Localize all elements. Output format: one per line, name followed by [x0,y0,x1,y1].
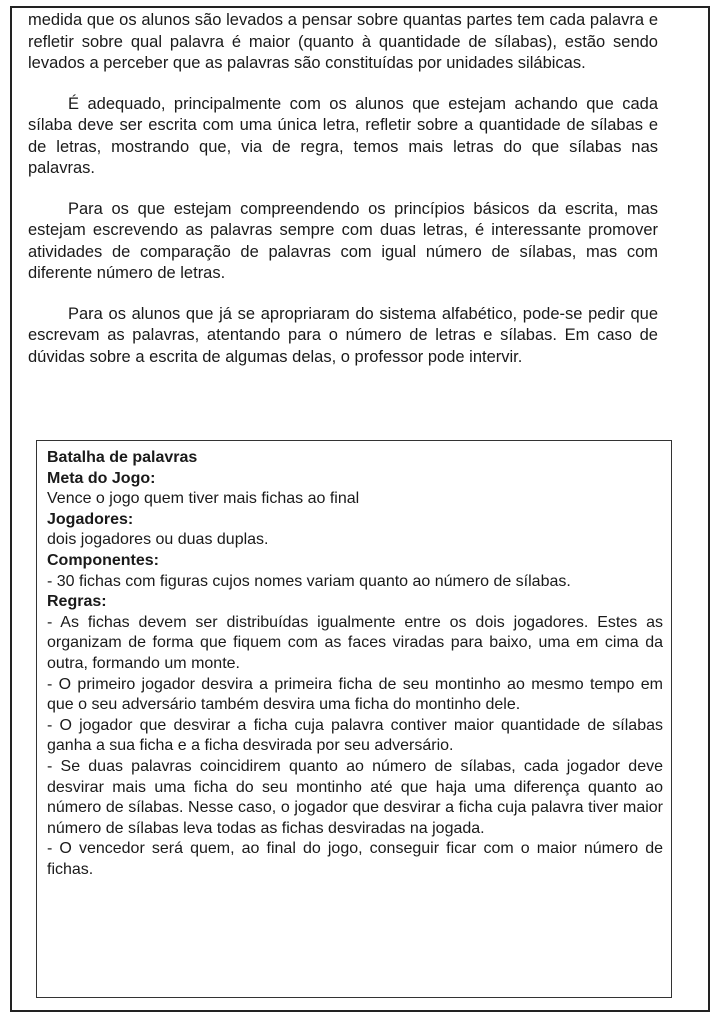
paragraph-4: Para os alunos que já se apropriaram do sistema alfabético, pode-se pedir que escrevam as palavras, atentando para o número de letras e sílabas. Em caso de dúvidas sobre a escrita de algumas delas, o professor pode intervir. [28,304,658,366]
game-rules-box [36,440,672,998]
rule-item: - O vencedor será quem, ao final do jogo, conseguir ficar com o maior número de fichas. [47,840,663,878]
players-text: dois jogadores ou duas duplas. [47,531,269,549]
rule-item: - O jogador que desvirar a ficha cuja palavra contiver maior quantidade de sílabas ganha a sua ficha e a ficha desvirada por seu adversário. [47,716,663,755]
rules-heading: Regras: [47,593,107,611]
rule-item: - As fichas devem ser distribuídas igualmente entre os dois jogadores. Estes as organizam de forma que fiquem com as faces viradas para baixo, uma em cima da outra, formando um monte. [47,613,663,672]
paragraph-3: Para os que estejam compreendendo os princípios básicos da escrita, mas estejam escrevendo as palavras sempre com duas letras, é interessante promover atividades de comparação de palavras com igual número de sílabas, mas com diferente número de letras. [28,199,658,282]
paragraph-1: medida que os alunos são levados a pensar sobre quantas partes tem cada palavra e refletir sobre qual palavra é maior (quanto à quantidade de sílabas), estão sendo levados a perceber que as palavras são constituídas por unidades silábicas. [28,11,658,72]
goal-text: Vence o jogo quem tiver mais fichas ao final [47,490,360,508]
players-heading: Jogadores: [47,510,134,528]
components-text: - 30 fichas com figuras cujos nomes variam quanto ao número de sílabas. [47,572,571,590]
rule-item: - Se duas palavras coincidirem quanto ao número de sílabas, cada jogador deve desvirar mais uma ficha do seu montinho até que haja uma diferença quanto ao número de sílabas. Nesse caso, o jogador que desvirar a ficha cuja palavra tiver maior número de sílabas leva todas as fichas desviradas na jogada. [47,757,663,837]
goal-heading: Meta do Jogo: [47,469,156,487]
document-body [28,10,658,387]
game-title: Batalha de palavras [47,449,198,466]
paragraph-2: É adequado, principalmente com os alunos que estejam achando que cada sílaba deve ser escrita com uma única letra, refletir sobre a quantidade de sílabas e de letras, mostrando que, via de regra, temos mais letras do que sílabas nas palavras. [28,94,658,177]
components-heading: Componentes: [47,551,159,569]
rule-item: - O primeiro jogador desvira a primeira ficha de seu montinho ao mesmo tempo em que o seu adversário também desvira uma ficha do montinho dele. [47,675,663,714]
